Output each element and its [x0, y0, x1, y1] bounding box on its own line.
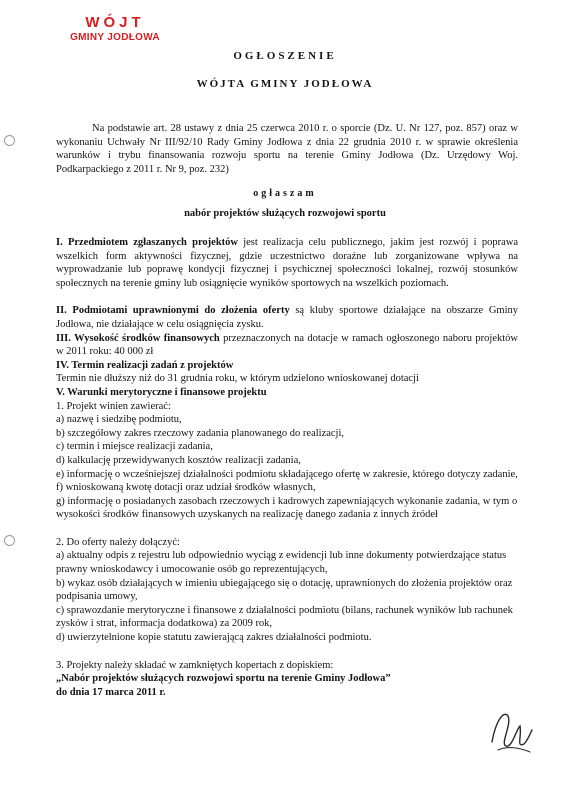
section-2	[56, 304, 518, 331]
stamp-line-2: GMINY JODŁOWA	[70, 32, 160, 43]
stamp-line-1: WÓJT	[85, 14, 145, 31]
section-2-text: są kluby sportowe działające na obszarze Gminy Jodłowa, nie działające w celu osiągnięcia zysku.	[56, 305, 518, 330]
list-1-intro: 1. Projekt winien zawierać:	[56, 400, 171, 412]
list-item: e) informację o wcześniejszej działalności podmiotu składającego ofertę w zakresie, którego dotyczy zadanie,	[56, 468, 518, 480]
list-item: d) kalkulację przewidywanych kosztów realizacji zadania,	[56, 454, 301, 466]
list-item: d) uwierzytelnione kopie statutu zawierającą zakres działalności podmiotu.	[56, 632, 372, 644]
punch-hole-icon	[4, 535, 15, 546]
section-4-heading: IV. Termin realizacji zadań z projektów	[56, 359, 234, 371]
section-5-heading: V. Warunki merytoryczne i finansowe projektu	[56, 386, 267, 398]
section-3-heading: III. Wysokość środków finansowych	[56, 332, 220, 344]
section-3	[56, 332, 518, 359]
announce-heading: ogłaszam	[253, 188, 317, 199]
section-1-text: jest realizacja celu publicznego, jakim jest rozwój i poprawa wszelkich form aktywności fizycznej, gdzie uczestnictwo doraźne lub zorganizowane wpływa na wyprowadzanie lub poprawę kondycji fizycznej i psychicznej społeczności lokalnej, rozwój stosunków społecznych na terenie gminy lub osiągnięcie wyników sportowych na wszelkich poziomach.	[56, 237, 518, 289]
list-item: c) termin i miejsce realizacji zadania,	[56, 441, 213, 453]
section-2-heading: II. Podmiotami uprawnionymi do złożenia oferty	[56, 305, 290, 317]
deadline: do dnia 17 marca 2011 r.	[56, 686, 166, 698]
list-item: b) szczegółowy zakres rzeczowy zadania planowanego do realizacji,	[56, 427, 345, 439]
legal-basis-paragraph: Na podstawie art. 28 ustawy z dnia 25 czerwca 2010 r. o sporcie (Dz. U. Nr 127, poz. 857) oraz w wykonaniu Uchwały Nr III/92/10 Rady Gminy Jodłowa z dnia 22 grudnia 2010 r. w sprawie określenia warunków i trybu finansowania rozwoju sportu na terenie Gminy Jodłowa (Dz. Urzędowy Woj. Podkarpackiego z 2011 r. Nr 9, poz. 232)	[56, 123, 518, 175]
signature-icon	[486, 700, 536, 760]
section-4-text: Termin nie dłuższy niż do 31 grudnia roku, w którym udzielono wnioskowanej dotacji	[56, 373, 419, 385]
list-item: f) wnioskowaną kwotę dotacji oraz udział środków własnych,	[56, 482, 316, 494]
list-2-intro: 2. Do oferty należy dołączyć:	[56, 536, 180, 548]
official-stamp	[60, 14, 170, 44]
section-3-text: przeznaczonych na dotacje w ramach ogłoszonego naboru projektów w 2011 roku: 40 000 zł	[56, 332, 518, 358]
document-subtitle: WÓJTA GMINY JODŁOWA	[196, 78, 374, 90]
list-item: a) nazwę i siedzibę podmiotu,	[56, 414, 182, 426]
section-1-heading: I. Przedmiotem zgłaszanych projektów	[56, 237, 238, 248]
list-item: c) sprawozdanie merytoryczne i finansowe z działalności podmiotu (bilans, rachunek wyników lub rachunek zysków i strat, informacja dodatkowa) za 2009 rok,	[56, 604, 513, 630]
document-body	[56, 236, 518, 699]
subject-heading: nabór projektów służących rozwojowi sportu	[184, 208, 386, 219]
closing-instruction: 3. Projekty należy składać w zamkniętych kopertach z dopiskiem:	[56, 659, 334, 671]
list-item: b) wykaz osób działających w imieniu ubiegającego się o dotację, uprawnionych do złożenia projektów oraz podpisania umowy,	[56, 577, 513, 603]
list-item: a) aktualny odpis z rejestru lub odpowiednio wyciąg z ewidencji lub inne dokumenty potwierdzające status prawny wnioskodawcy i umocowanie osób go reprezentujących,	[56, 550, 507, 576]
list-item: g) informację o posiadanych zasobach rzeczowych i kadrowych zapewniających wykonanie zadania, w tym o wysokości środków finansowych uzyskanych na realizację danego zadania z innych źródeł	[56, 495, 518, 521]
punch-hole-icon	[4, 135, 15, 146]
section-1	[56, 236, 518, 290]
document-title: OGŁOSZENIE	[233, 50, 337, 62]
envelope-label: „Nabór projektów służących rozwojowi sportu na terenie Gminy Jodłowa”	[56, 673, 391, 685]
